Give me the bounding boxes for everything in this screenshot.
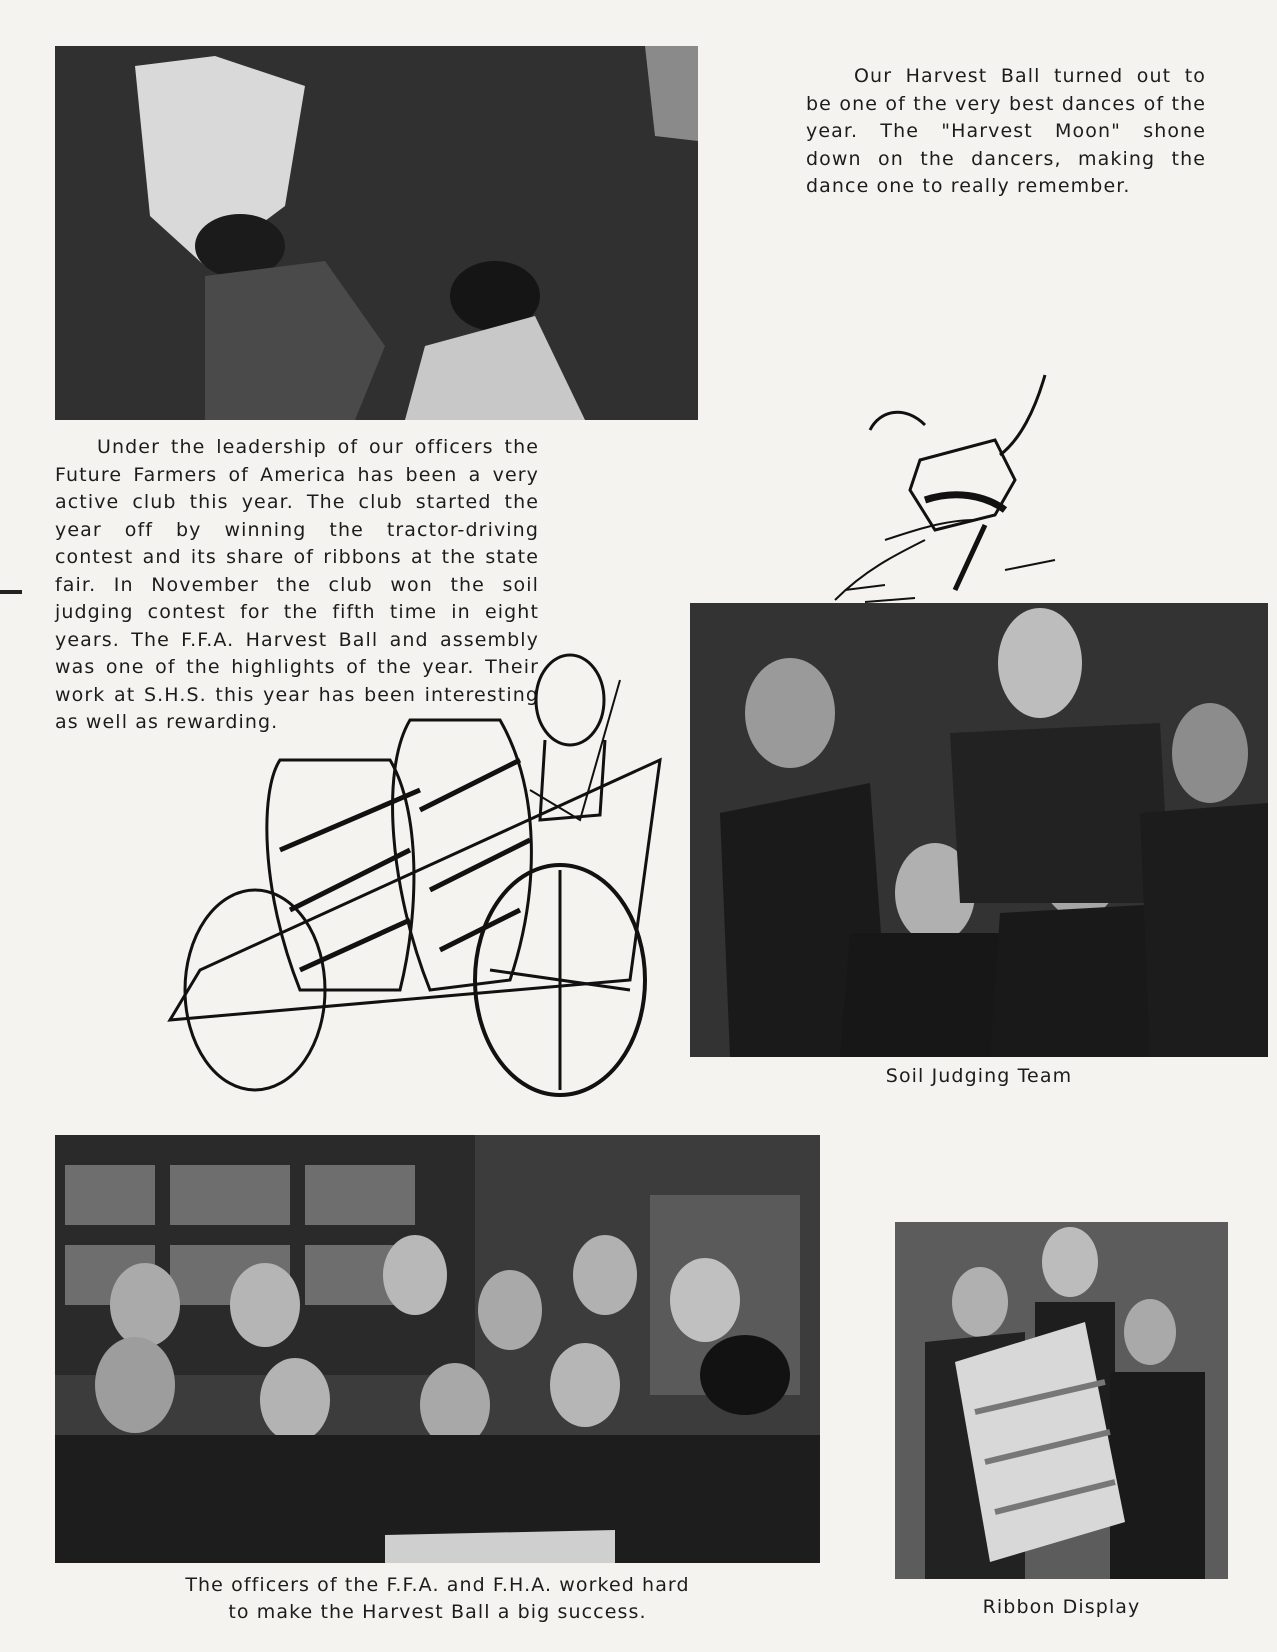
ribbon-display-caption: Ribbon Display	[982, 1596, 1141, 1618]
wagon-drawing	[160, 590, 688, 1100]
dance-photo	[55, 46, 698, 420]
soil-judging-team-photo	[690, 603, 1268, 1057]
ffa-paragraph: Under the leadership of our officers the Future Farmers of America has been a very active club this year. The club started the year off by winning the tractor-driving contest and its share of ribbons at the state fair. In November the club won the soil judging contest for the fifth time in eight years. The F.F.A. Harvest Ball and assembly was one of the highlights of the year. Their work at S.H.S. this year has been interesting as well as rewarding.	[55, 436, 539, 733]
officers-caption	[55, 1572, 820, 1626]
ribbon-display-photo	[895, 1222, 1228, 1579]
officers-caption-line-1: The officers of the F.F.A. and F.H.A. worked hard	[185, 1574, 690, 1596]
harvest-ball-paragraph: Our Harvest Ball turned out to be one of the very best dances of the year. The "Harvest Moon" shone down on the dancers, making the dance one to really remember.	[806, 65, 1206, 197]
steer-head-drawing	[825, 370, 1095, 610]
officers-photo	[55, 1135, 820, 1563]
soil-judging-caption: Soil Judging Team	[885, 1065, 1073, 1087]
officers-caption-line-2: to make the Harvest Ball a big success.	[228, 1601, 647, 1623]
margin-mark	[0, 590, 22, 594]
